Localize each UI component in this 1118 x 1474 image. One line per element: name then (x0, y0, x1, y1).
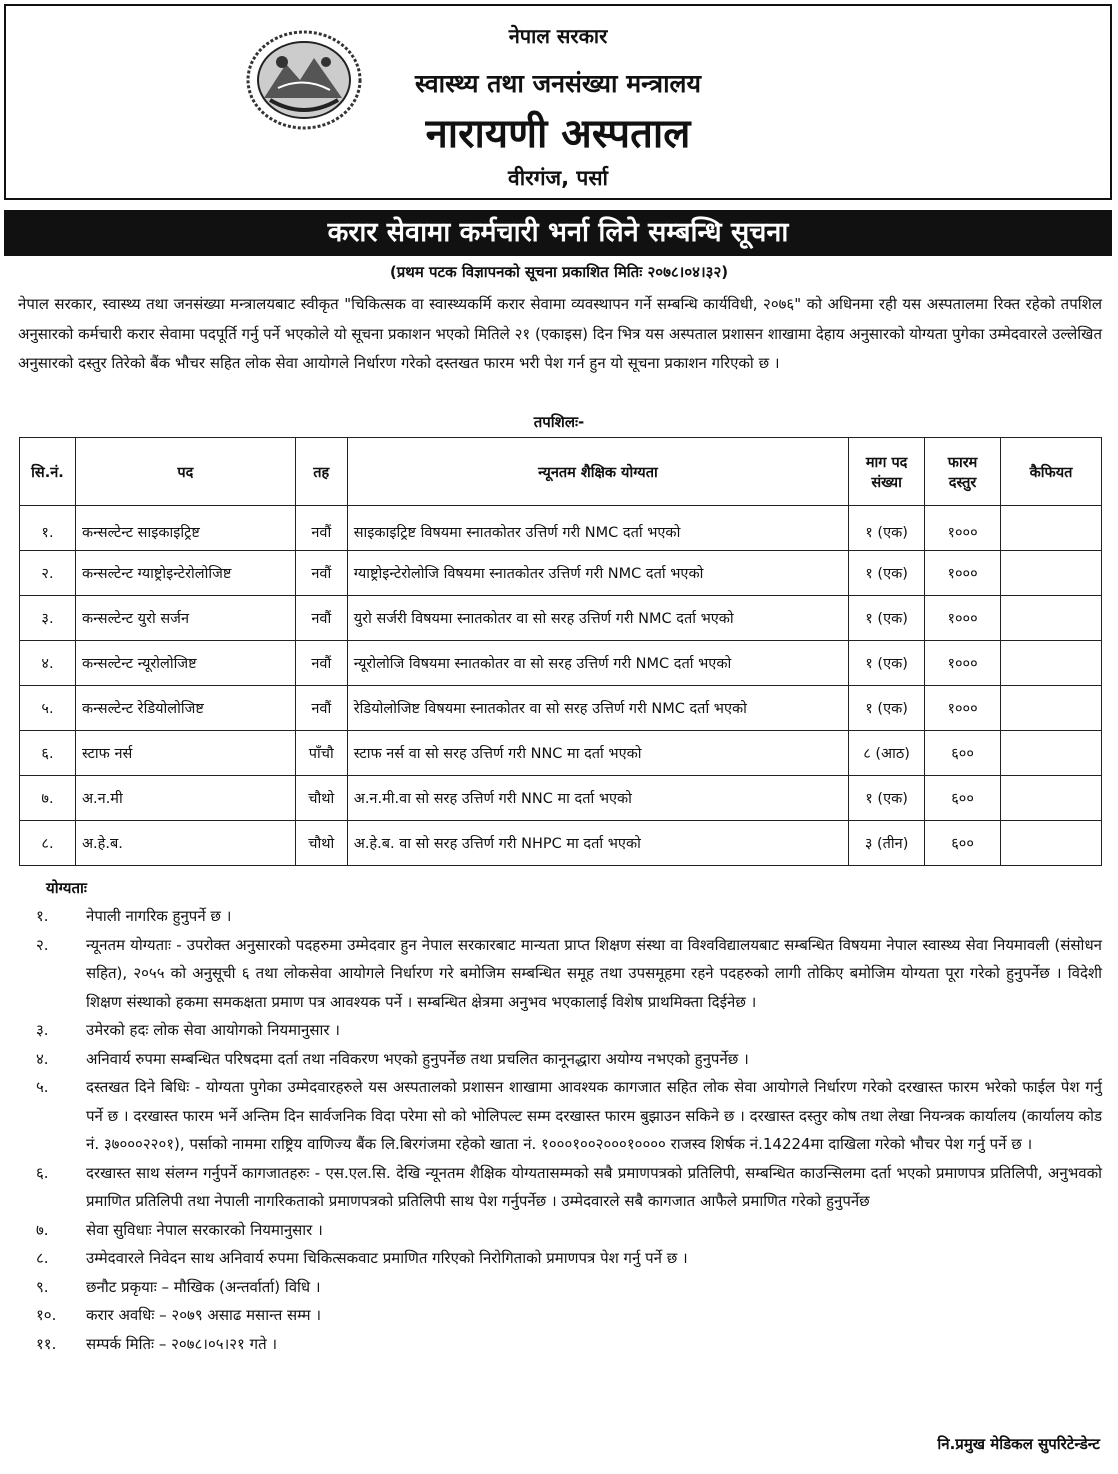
row-remarks (1001, 731, 1102, 776)
intro-paragraph: नेपाल सरकार, स्वास्थ्य तथा जनसंख्या मन्त्रालयबाट स्वीकृत "चिकित्सक वा स्वास्थ्यकर्मि करार सेवामा व्यवस्थापन गर्ने सम्बन्धि कार्यविधी, २०७६" को अधिनमा रही यस अस्पतालमा रिक्त रहेको तपशिल अनुसारको कर्मचारी करार सेवामा पदपूर्ति गर्नु पर्ने भएकोले यो सूचना प्रकाशन भएको मितिले २१ (एकाइस) दिन भित्र यस अस्पताल प्रशासन शाखामा देहाय अनुसारको योग्यता पुगेका उम्मेदवारले उल्लेखित अनुसारको दस्तुर तिरेको बैंक भौचर सहित लोक सेवा आयोगले निर्धारण गरेको दस्तखत फारम भरी पेश गर्न हुन यो सूचना प्रकाशन गरिएको छ । (18, 295, 1102, 372)
item-number: ५. (36, 1078, 49, 1096)
item-text: उमेरको हदः लोक सेवा आयोगको नियमानुसार । (86, 1021, 340, 1039)
row-count: ३ (तीन) (849, 821, 925, 866)
row-remarks (1001, 506, 1102, 551)
item-text: छनौट प्रकृयाः – मौखिक (अन्तर्वार्ता) विधि । (86, 1277, 321, 1296)
header-sn: सि.नं. (20, 438, 76, 506)
row-remarks (1001, 686, 1102, 731)
government-name: नेपाल सरकार (508, 24, 608, 48)
header-fee-line2: दस्तुर (948, 474, 977, 491)
row-sn: ५. (20, 686, 76, 731)
item-text: दरखास्त साथ संलग्न गर्नुपर्ने कागजातहरुः - एस.एल.सि. देखि न्यूनतम शैक्षिक योग्यतासम्मको सबै प्रमाणपत्रको प्रतिलिपी, सम्बन्धित काउन्सिलमा दर्ता भएको प्रमाणपत्र प्रतिलिपी, अनुभवको प्रमाणित प्रतिलिपी तथा नेपाली नागरिकताको प्रमाणपत्रको प्रतिलिपी साथ पेश गर्नुपर्नेछ । उम्मेदवारले सबै कागजात आफैले प्रमाणित गरेको हुनुपर्नेछ (86, 1163, 1102, 1210)
item-text: न्यूनतम योग्यताः - उपरोक्त अनुसारको पदहरुमा उम्मेदवार हुन नेपाल सरकारबाट मान्यता प्राप्त शिक्षण संस्था वा विश्वविद्यालयबाट सम्बन्धित विषयमा नेपाल स्वास्थ्य सेवा नियमावली (संसोधन सहित), २०५५ को अनुसूची ६ तथा लोकसेवा आयोगले निर्धारण गरे बमोजिम सम्बन्धित समूह तथा उपसमूहमा रहने पदहरुको लागी तोकिए बमोजिम योग्यता पूरा गरेको हुनुपर्नेछ । विदेशी शिक्षण संस्थाको हकमा समकक्षता प्रमाण पत्र आवश्यक पर्ने । सम्बन्धित क्षेत्रमा अनुभव भएकालाई विशेष प्राथमिक्ता दिईनेछ । (86, 935, 1102, 1011)
item-number: ९. (36, 1277, 49, 1296)
list-item (18, 902, 1102, 931)
row-sn: १. (20, 506, 76, 551)
table-row (20, 596, 1102, 641)
item-text: सम्पर्क मितिः – २०७८।०५।२१ गते । (86, 1334, 278, 1353)
table-row (20, 731, 1102, 776)
item-number: ६. (36, 1163, 49, 1182)
row-qualification: न्यूरोलोजि विषयमा स्नातकोतर वा सो सरह उत्तिर्ण गरी NMC दर्ता भएको (347, 641, 848, 686)
row-post: स्टाफ नर्स (75, 731, 295, 776)
row-post: कन्सल्टेन्ट न्यूरोलोजिष्ट (75, 641, 295, 686)
row-count: ८ (आठ) (849, 731, 925, 776)
header-count-line2: संख्या (871, 474, 902, 491)
row-remarks (1001, 776, 1102, 821)
row-level: चौथो (295, 776, 347, 821)
row-remarks (1001, 821, 1102, 866)
item-number: १०. (36, 1306, 57, 1324)
header-remarks: कैफियत (1001, 438, 1102, 506)
row-level: नवौं (295, 551, 347, 596)
row-level: नवौं (295, 596, 347, 641)
table-row (20, 551, 1102, 596)
qualifications-heading: योग्यताः (46, 879, 87, 897)
list-item (18, 931, 1102, 1017)
list-item (18, 1216, 1102, 1245)
header-count (849, 438, 925, 506)
row-level: चौथो (295, 821, 347, 866)
item-text: करार अवधिः – २०७९ असाढ मसान्त सम्म । (86, 1306, 322, 1324)
header-count-line1: माग पद (865, 454, 908, 471)
item-text: दस्तखत दिने बिधिः - योग्यता पुगेका उम्मेदवारहरुले यस अस्पतालको प्रशासन शाखामा आवश्यक कागजात सहित लोक सेवा आयोगले निर्धारण गरेको दरखास्त फारम भरेको फाईल पेश गर्नु पर्ने छ । दरखास्त फारम भर्ने अन्तिम दिन सार्वजनिक विदा परेमा सो को भोलिपल्ट सम्म दरखास्त फारम बुझाउन सकिने छ । दरखास्त दस्तुर कोष तथा लेखा नियन्त्रक कार्यालय (कार्यालय कोड नं. ३७०००२२०१), पर्साको नाममा राष्ट्रिय वाणिज्य बैंक लि.बिरगंजमा रहेको खाता नं. १०००१००२०००१०००० राजस्व शिर्षक नं.14224मा दाखिला गरेको भौचर पेश गर्नु पर्ने छ । (86, 1078, 1102, 1153)
item-text: अनिवार्य रुपमा सम्बन्धित परिषदमा दर्ता तथा नविकरण भएको हुनुपर्नेछ तथा प्रचलित कानूनद्धारा अयोग्य नभएको हुनुपर्नेछ । (86, 1049, 749, 1068)
row-fee: १००० (925, 641, 1001, 686)
row-count: १ (एक) (849, 596, 925, 641)
row-sn: ८. (20, 821, 76, 866)
row-level: पाँचौ (295, 731, 347, 776)
row-qualification: अ.न.मी.वा सो सरह उत्तिर्ण गरी NNC मा दर्ता भएको (347, 776, 848, 821)
list-item (18, 1045, 1102, 1074)
row-fee: १००० (925, 506, 1001, 551)
row-sn: २. (20, 551, 76, 596)
row-post: कन्सल्टेन्ट ग्याष्ट्रोइन्टेरोलोजिष्ट (75, 551, 295, 596)
row-qualification: अ.हे.ब. वा सो सरह उत्तिर्ण गरी NHPC मा दर्ता भएको (347, 821, 848, 866)
row-fee: ६०० (925, 731, 1001, 776)
item-text: नेपाली नागरिक हुनुपर्ने छ । (86, 907, 232, 925)
row-fee: ६०० (925, 776, 1001, 821)
notice-title: करार सेवामा कर्मचारी भर्ना लिने सम्बन्धि सूचना (4, 210, 1112, 256)
row-sn: ३. (20, 596, 76, 641)
list-item (18, 1016, 1102, 1045)
row-post: कन्सल्टेन्ट साइकाइट्रिष्ट (75, 506, 295, 551)
hospital-location: वीरगंज, पर्सा (508, 166, 608, 190)
row-level: नवौं (295, 506, 347, 551)
header-fee-line1: फारम (947, 454, 978, 471)
row-sn: ७. (20, 776, 76, 821)
row-count: १ (एक) (849, 551, 925, 596)
row-fee: ६०० (925, 821, 1001, 866)
item-number: ३. (36, 1021, 49, 1039)
table-row (20, 506, 1102, 551)
item-number: ४. (36, 1049, 49, 1068)
item-number: ८. (36, 1249, 49, 1267)
row-post: अ.हे.ब. (75, 821, 295, 866)
ministry-name: स्वास्थ्य तथा जनसंख्या मन्त्रालय (414, 69, 701, 98)
row-count: १ (एक) (849, 506, 925, 551)
list-item (18, 1073, 1102, 1159)
table-row (20, 686, 1102, 731)
row-fee: १००० (925, 596, 1001, 641)
list-item (18, 1159, 1102, 1216)
item-text: सेवा सुविधाः नेपाल सरकारको नियमानुसार । (86, 1220, 323, 1239)
row-count: १ (एक) (849, 686, 925, 731)
item-number: २. (36, 935, 49, 954)
header-fee (925, 438, 1001, 506)
row-qualification: युरो सर्जरी विषयमा स्नातकोतर वा सो सरह उत्तिर्ण गरी NMC दर्ता भएको (347, 596, 848, 641)
row-post: अ.न.मी (75, 776, 295, 821)
row-fee: १००० (925, 551, 1001, 596)
row-count: १ (एक) (849, 776, 925, 821)
table-row (20, 821, 1102, 866)
header-post: पद (75, 438, 295, 506)
table-row (20, 641, 1102, 686)
publication-date: (प्रथम पटक विज्ञापनको सूचना प्रकाशित मितिः २०७८।०४।३२) (389, 263, 729, 281)
row-post: कन्सल्टेन्ट रेडियोलोजिष्ट (75, 686, 295, 731)
row-fee: १००० (925, 686, 1001, 731)
list-item (18, 1330, 1102, 1359)
row-remarks (1001, 551, 1102, 596)
row-qualification: ग्याष्ट्रोइन्टेरोलोजि विषयमा स्नातकोतर उत्तिर्ण गरी NMC दर्ता भएको (347, 551, 848, 596)
item-number: ११. (36, 1334, 57, 1353)
vacancy-table (19, 437, 1102, 866)
item-number: ७. (36, 1220, 49, 1239)
letterhead (4, 4, 1112, 200)
list-item (18, 1273, 1102, 1302)
row-qualification: रेडियोलोजिष्ट विषयमा स्नातकोतर वा सो सरह उत्तिर्ण गरी NMC दर्ता भएको (347, 686, 848, 731)
row-level: नवौं (295, 686, 347, 731)
header-level: तह (295, 438, 347, 506)
row-sn: ६. (20, 731, 76, 776)
schedule-title: तपशिलः- (533, 413, 585, 431)
row-sn: ४. (20, 641, 76, 686)
row-remarks (1001, 596, 1102, 641)
table-header-row (20, 438, 1102, 506)
row-qualification: साइकाइट्रिष्ट विषयमा स्नातकोतर उत्तिर्ण गरी NMC दर्ता भएको (347, 506, 848, 551)
list-item (18, 1244, 1102, 1273)
qualifications-list (18, 902, 1102, 1358)
row-qualification: स्टाफ नर्स वा सो सरह उत्तिर्ण गरी NNC मा दर्ता भएको (347, 731, 848, 776)
list-item (18, 1301, 1102, 1330)
item-text: उम्मेदवारले निवेदन साथ अनिवार्य रुपमा चिकित्सकवाट प्रमाणित गरिएको निरोगिताको प्रमाणपत्र पेश गर्नु पर्ने छ । (86, 1249, 688, 1267)
row-count: १ (एक) (849, 641, 925, 686)
hospital-name: नारायणी अस्पताल (425, 111, 691, 157)
signoff: नि.प्रमुख मेडिकल सुपरिटेन्डेन्ट (937, 1435, 1100, 1453)
row-level: नवौं (295, 641, 347, 686)
header-qualification: न्यूनतम शैक्षिक योग्यता (347, 438, 848, 506)
table-row (20, 776, 1102, 821)
row-remarks (1001, 641, 1102, 686)
row-post: कन्सल्टेन्ट युरो सर्जन (75, 596, 295, 641)
item-number: १. (36, 907, 49, 925)
